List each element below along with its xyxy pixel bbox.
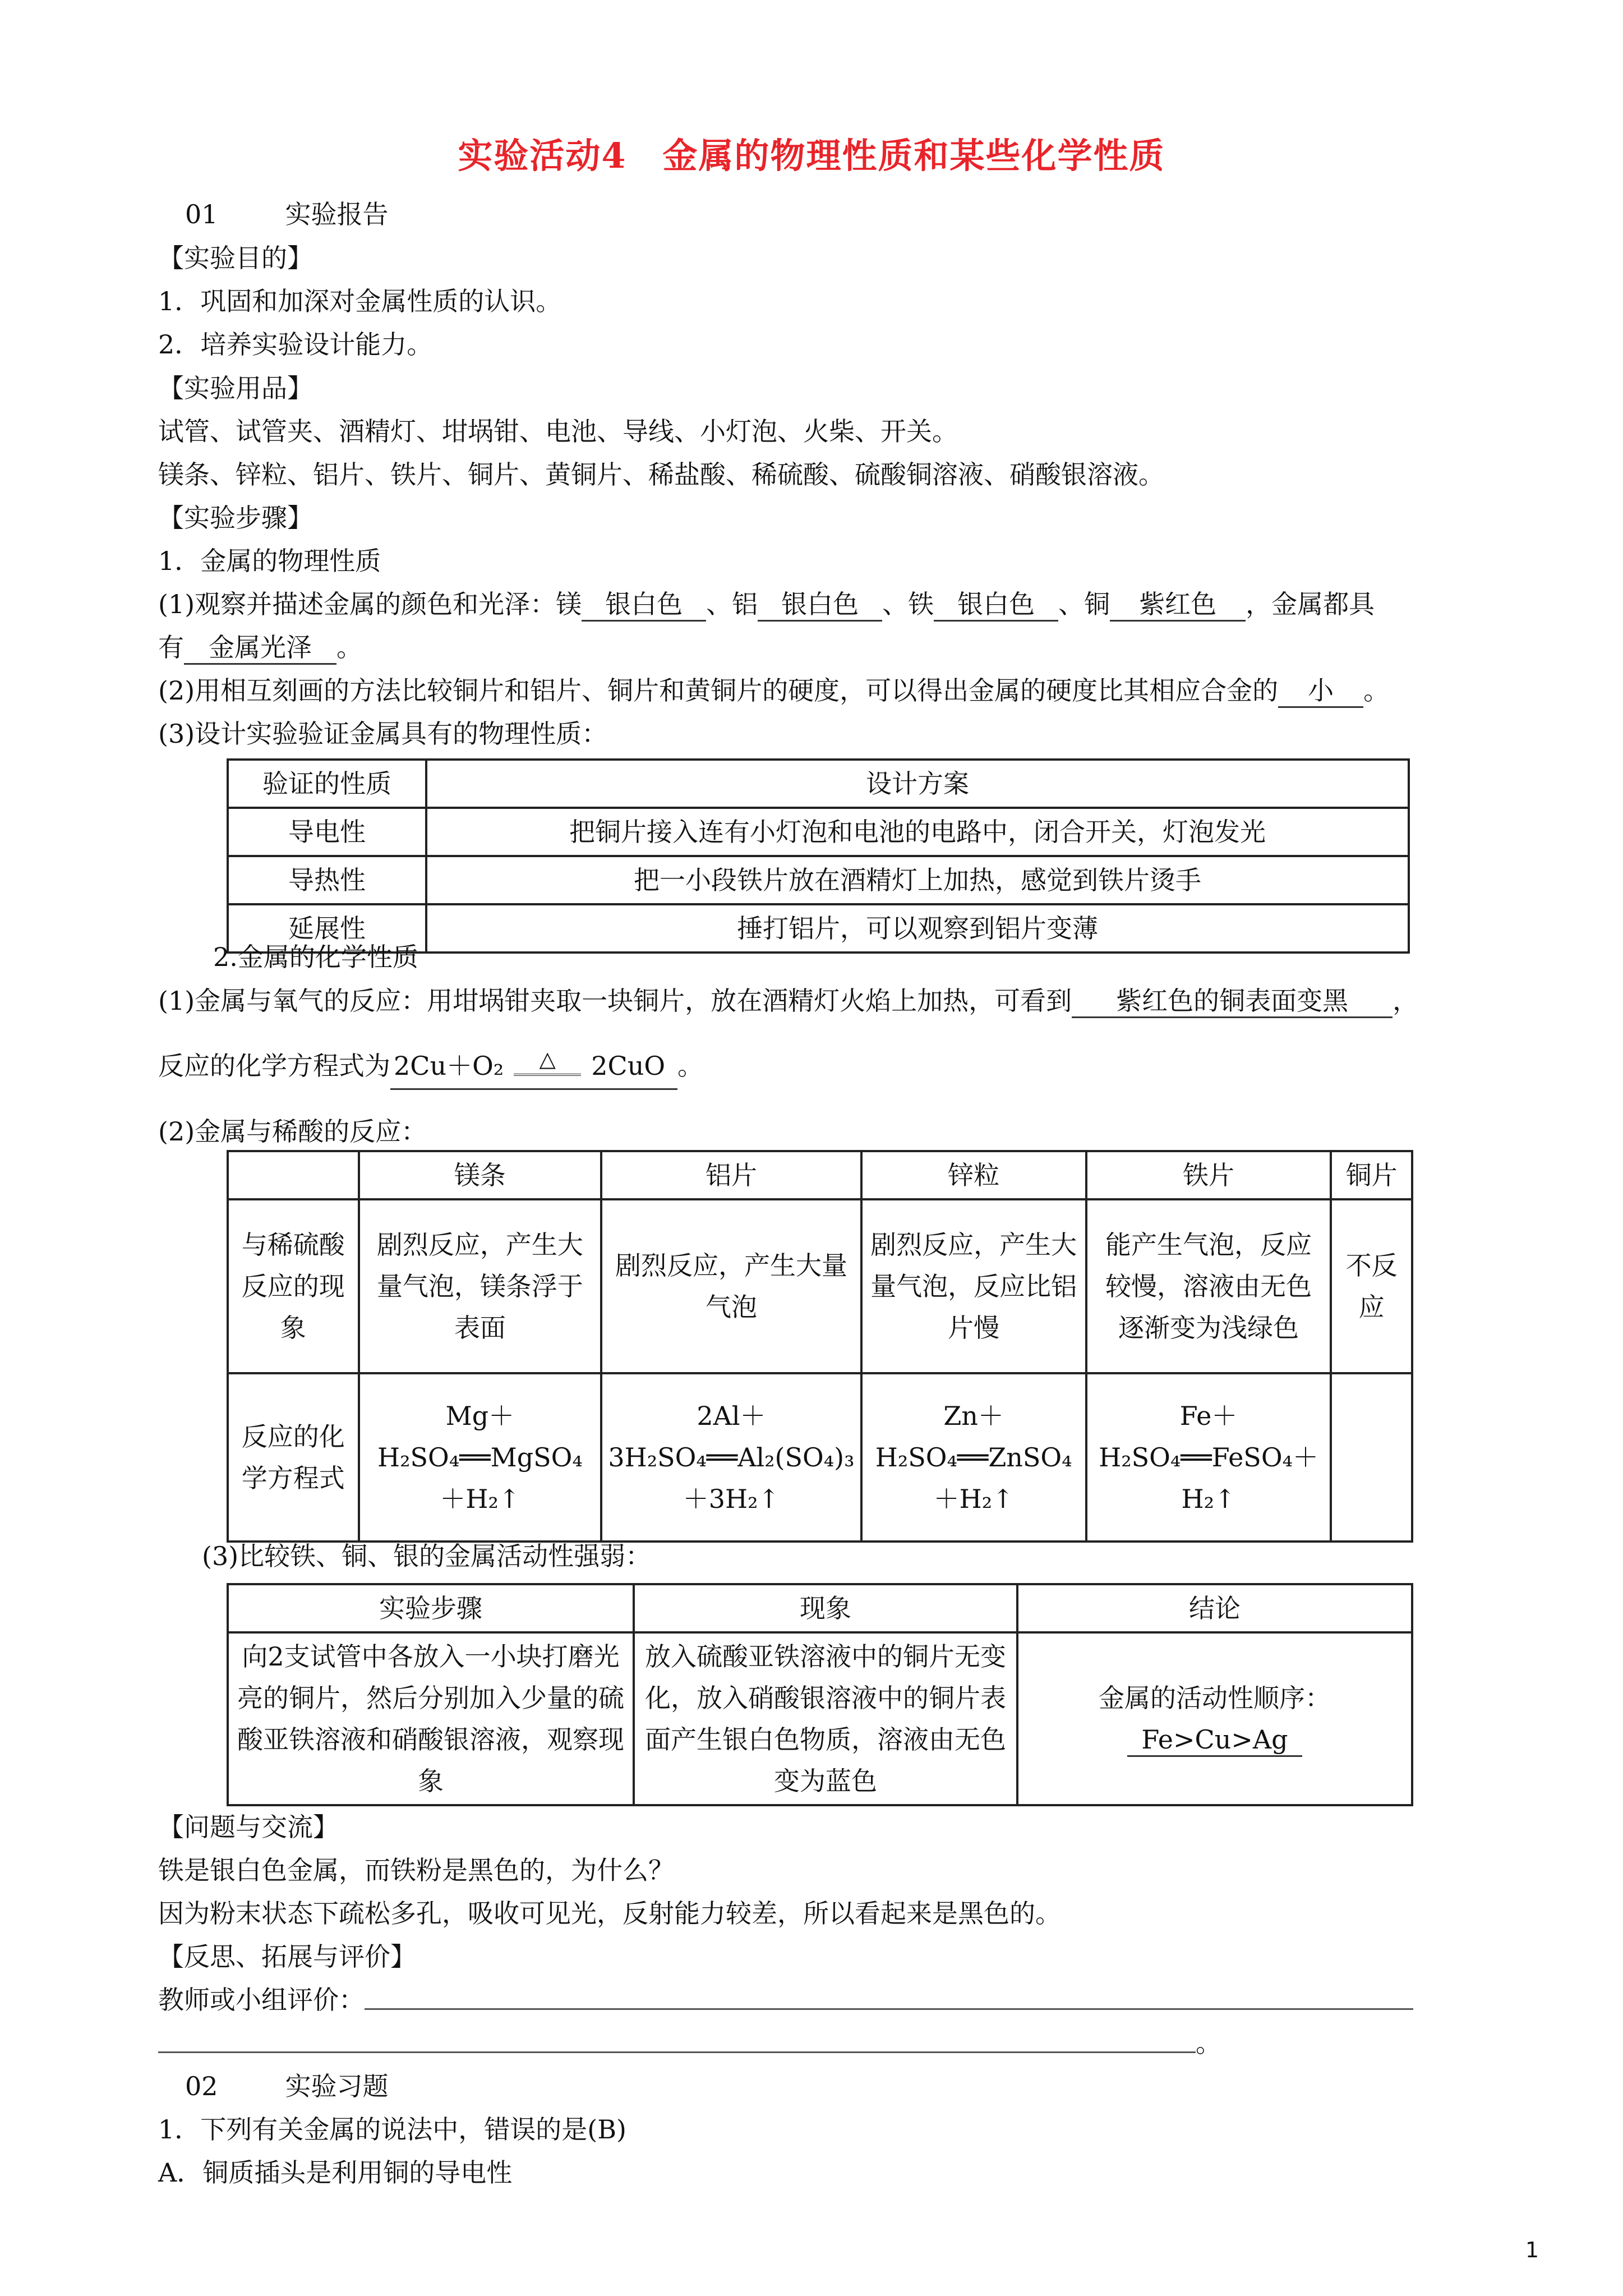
evaluation-line-2: 。	[158, 2025, 1221, 2061]
table-cell: 不反应	[1331, 1199, 1412, 1373]
answer-cu-color: 紫红色	[1110, 588, 1246, 622]
steps-heading: 【实验步骤】	[158, 503, 313, 533]
physical-properties-title: 1．金属的物理性质	[158, 546, 381, 576]
heating-condition: △	[514, 1048, 581, 1088]
table-header: 设计方案	[426, 760, 1409, 808]
table-cell: 捶打铝片，可以观察到铝片变薄	[426, 904, 1409, 953]
table-header: 铝片	[601, 1151, 861, 1199]
table-cell: 把一小段铁片放在酒精灯上加热，感觉到铁片烫手	[426, 856, 1409, 904]
answer-activity-order: Fe>Cu>Ag	[1127, 1724, 1302, 1757]
discussion-heading: 【问题与交流】	[158, 1812, 339, 1842]
purpose-item-1: 1．巩固和加深对金属性质的认识。	[158, 286, 562, 316]
table-header: 铜片	[1331, 1151, 1412, 1199]
table-cell	[1331, 1373, 1412, 1542]
answer-oxygen-phenomenon: 紫红色的铜表面变黑	[1072, 985, 1393, 1018]
conclusion-label: 金属的活动性顺序：	[1099, 1683, 1331, 1713]
reflection-heading: 【反思、拓展与评价】	[158, 1941, 416, 1972]
page-title: 实验活动4 金属的物理性质和某些化学性质	[458, 135, 1165, 176]
evaluation-blank-2[interactable]	[158, 2051, 1196, 2053]
discussion-question: 铁是银白色金属，而铁粉是黑色的，为什么？	[158, 1855, 674, 1885]
table-cell: 放入硫酸亚铁溶液中的铜片无变化，放入硝酸银溶液中的铜片表面产生银白色物质，溶液由无色变为蓝色	[634, 1632, 1017, 1805]
discussion-answer: 因为粉末状态下疏松多孔，吸收可见光，反射能力较差，所以看起来是黑色的。	[158, 1898, 1061, 1929]
table-cell: 能产生气泡，反应较慢，溶液由无色逐渐变为浅绿色	[1086, 1199, 1331, 1373]
table-header: 铁片	[1086, 1151, 1331, 1199]
table-cell: 导电性	[228, 808, 426, 856]
row-label: 反应的化学方程式	[228, 1373, 359, 1542]
exercise-question-1: 1．下列有关金属的说法中，错误的是(B)	[158, 2114, 626, 2145]
answer-hardness: 小	[1278, 675, 1363, 708]
table-cell: 2Al＋3H₂SO₄══Al₂(SO₄)₃＋3H₂↑	[601, 1373, 861, 1542]
exercise-option-a: A．铜质插头是利用铜的导电性	[158, 2157, 513, 2188]
table-cell: Mg＋H₂SO₄══MgSO₄＋H₂↑	[359, 1373, 602, 1542]
question-activity: (3)比较铁、铜、银的金属活动性强弱：	[202, 1541, 652, 1571]
table-header: 现象	[634, 1584, 1017, 1632]
page-number: 1	[1525, 2238, 1539, 2262]
answer-mg-color: 银白色	[582, 588, 706, 622]
chemical-properties-title: 2.金属的化学性质	[213, 942, 418, 972]
acid-reaction-table	[227, 1150, 1413, 1543]
question-oxygen-reaction: (1)金属与氧气的反应：用坩埚钳夹取一块铜片，放在酒精灯火焰上加热，可看到 紫红色的铜表面变黑 ，	[158, 983, 1418, 1019]
evaluation-line: 教师或小组评价：	[158, 1982, 1413, 2018]
materials-line-1: 试管、试管夹、酒精灯、坩埚钳、电池、导线、小灯泡、火柴、开关。	[158, 416, 958, 447]
table-cell	[1017, 1632, 1412, 1805]
question-hardness: (2)用相互刻画的方法比较铜片和铝片、铜片和黄铜片的硬度，可以得出金属的硬度比其相应合金的 小 。	[158, 673, 1389, 708]
materials-heading: 【实验用品】	[158, 373, 313, 403]
question-color-luster: (1)观察并描述金属的颜色和光泽：镁 银白色 、铝 银白色 、铁 银白色 、铜 紫红色 ，金属都具	[158, 586, 1375, 622]
table-header: 结论	[1017, 1584, 1412, 1632]
table-cell: 导热性	[228, 856, 426, 904]
table-header: 锌粒	[861, 1151, 1086, 1199]
purpose-heading: 【实验目的】	[158, 243, 313, 273]
question-color-luster-cont: 有 金属光泽 。	[158, 629, 362, 665]
table-cell: 把铜片接入连有小灯泡和电池的电路中，闭合开关，灯泡发光	[426, 808, 1409, 856]
section-heading-report: 01 实验报告	[185, 199, 389, 229]
answer-metal-luster: 金属光泽	[184, 632, 336, 665]
table-cell: Zn＋H₂SO₄══ZnSO₄＋H₂↑	[861, 1373, 1086, 1542]
section-heading-exercises: 02 实验习题	[185, 2071, 389, 2101]
purpose-item-2: 2．培养实验设计能力。	[158, 329, 433, 360]
table-header	[228, 1151, 359, 1199]
materials-line-2: 镁条、锌粒、铝片、铁片、铜片、黄铜片、稀盐酸、稀硫酸、硫酸铜溶液、硝酸银溶液。	[158, 459, 1164, 490]
table-cell: Fe＋H₂SO₄══FeSO₄＋H₂↑	[1086, 1373, 1331, 1542]
question-acid-reaction: (2)金属与稀酸的反应：	[158, 1116, 427, 1147]
equation-line: 反应的化学方程式为 2Cu＋O₂ △ 2CuO 。	[158, 1048, 703, 1090]
table-cell: 向2支试管中各放入一小块打磨光亮的铜片，然后分别加入少量的硫酸亚铁溶液和硝酸银溶液，观察现象	[228, 1632, 634, 1805]
table-cell: 延展性	[228, 904, 426, 953]
answer-equation: 2Cu＋O₂ △ 2CuO	[390, 1048, 677, 1090]
evaluation-blank[interactable]	[365, 2008, 1413, 2010]
answer-fe-color: 银白色	[934, 588, 1058, 622]
answer-al-color: 银白色	[758, 588, 882, 622]
table-header: 实验步骤	[228, 1584, 634, 1632]
table-cell: 剧烈反应，产生大量气泡，镁条浮于表面	[359, 1199, 602, 1373]
activity-table	[227, 1583, 1413, 1806]
row-label: 与稀硫酸反应的现象	[228, 1199, 359, 1373]
table-header: 验证的性质	[228, 760, 426, 808]
table-cell: 剧烈反应，产生大量气泡	[601, 1199, 861, 1373]
table-header: 镁条	[359, 1151, 602, 1199]
question-design: (3)设计实验验证金属具有的物理性质：	[158, 719, 608, 749]
physical-properties-table	[227, 758, 1410, 954]
table-cell: 剧烈反应，产生大量气泡，反应比铝片慢	[861, 1199, 1086, 1373]
